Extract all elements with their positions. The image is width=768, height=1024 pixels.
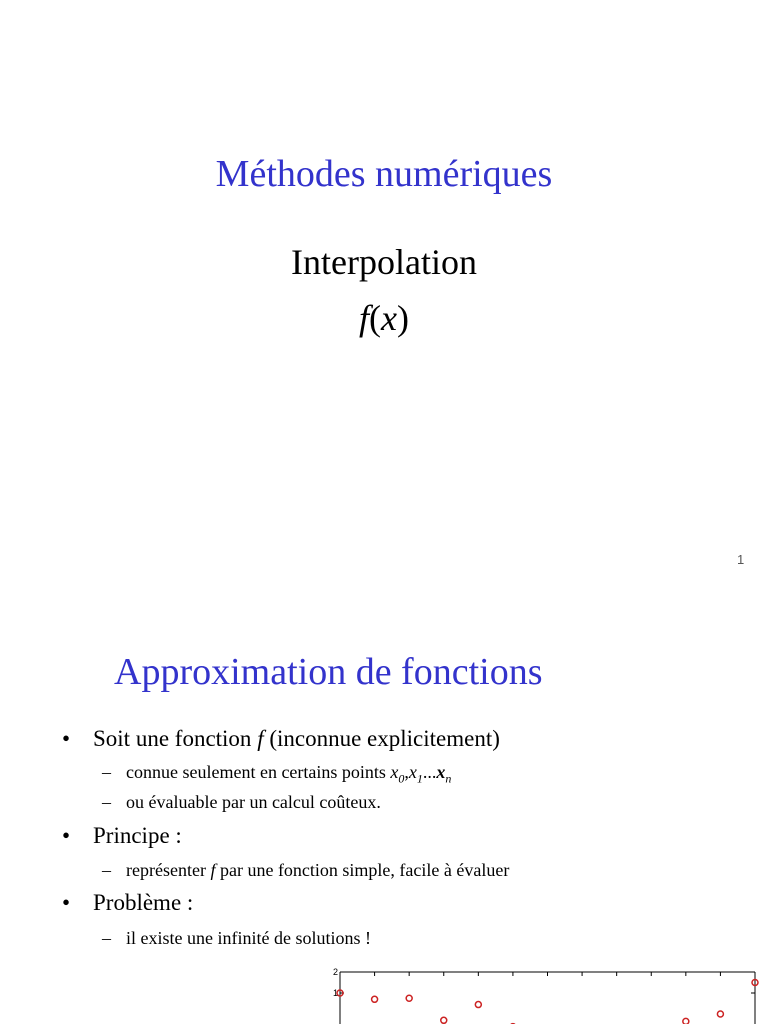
sub-bullet-item xyxy=(102,762,451,787)
var-x0-sub: 0 xyxy=(398,771,405,786)
slide-2 xyxy=(0,590,768,1024)
dash-glyph: – xyxy=(102,792,111,812)
bullet-item xyxy=(62,726,500,752)
slide-title: Approximation de fonctions xyxy=(114,651,543,693)
scatter-chart xyxy=(320,962,760,1024)
dash-glyph: – xyxy=(102,928,111,948)
bullet-text: Principe : xyxy=(93,823,182,848)
data-point xyxy=(717,1011,723,1017)
bullet-item xyxy=(62,823,182,849)
var-x1: x xyxy=(408,762,417,782)
data-point xyxy=(441,1017,447,1023)
sub-bullet-text: ou évaluable par un calcul coûteux. xyxy=(126,792,381,812)
slide-title: Méthodes numériques xyxy=(215,153,553,195)
y-tick-label: 2 xyxy=(332,967,338,977)
bullet-text: Soit une fonction xyxy=(93,726,258,751)
bullet-text-f: f xyxy=(257,726,264,751)
bullet-item xyxy=(62,890,193,916)
var-xn: x xyxy=(436,762,446,782)
bullet-text: Problème : xyxy=(93,890,194,915)
page-number: 1 xyxy=(737,552,745,567)
sub-bullet-item xyxy=(102,792,381,813)
data-point xyxy=(372,996,378,1002)
dash-glyph: – xyxy=(102,762,111,782)
sub-bullet-text: représenter xyxy=(126,860,211,880)
sub-bullet-text-f: f xyxy=(210,860,216,880)
data-point xyxy=(683,1018,689,1024)
slide-subtitle: Interpolation xyxy=(291,242,477,282)
formula-x: x xyxy=(381,298,397,338)
var-x0: x xyxy=(390,762,399,782)
sub-bullet-item xyxy=(102,928,371,949)
ellipsis: ... xyxy=(422,762,437,782)
var-xn-sub: n xyxy=(445,771,452,786)
data-point xyxy=(475,1002,481,1008)
sub-bullet-text: connue seulement en certains points xyxy=(126,762,391,782)
bullet-glyph: • xyxy=(62,726,71,751)
sub-bullet-item xyxy=(102,860,509,881)
comma: , xyxy=(404,762,409,782)
sub-bullet-text-post: par une fonction simple, facile à évaluer xyxy=(215,860,510,880)
bullet-text-post: (inconnue explicitement) xyxy=(263,726,500,751)
bullet-glyph: • xyxy=(62,823,71,848)
var-x1-sub: 1 xyxy=(416,771,423,786)
bullet-glyph: • xyxy=(62,890,71,915)
sub-bullet-text: il existe une infinité de solutions ! xyxy=(126,928,371,948)
dash-glyph: – xyxy=(102,860,111,880)
formula-f: f xyxy=(359,298,370,338)
formula xyxy=(0,297,768,339)
formula-open-paren: ( xyxy=(369,298,382,338)
y-tick-label: 1 xyxy=(332,988,338,998)
data-point xyxy=(406,995,412,1001)
formula-close-paren: ) xyxy=(397,298,409,338)
